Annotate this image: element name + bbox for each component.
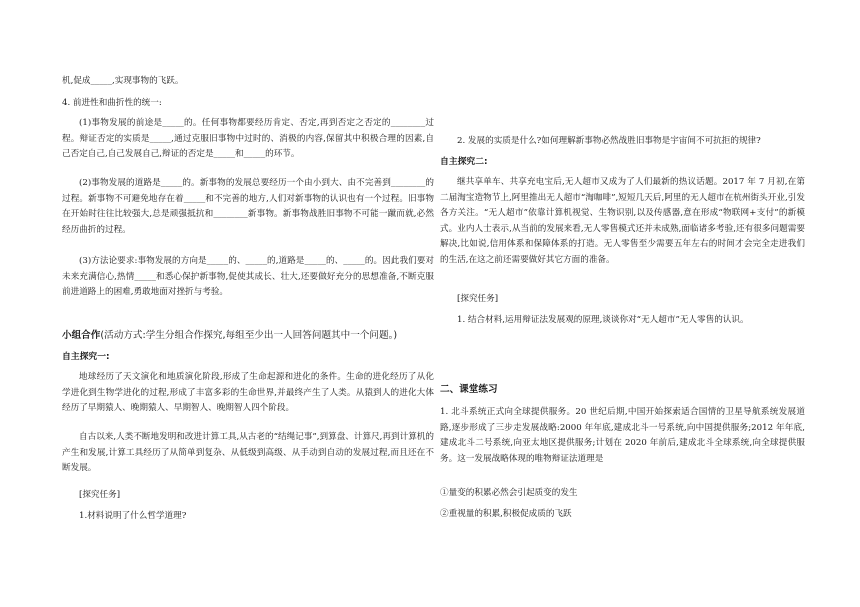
intro-line: 机,促成_____,实现事物的飞跃。 [62, 76, 184, 86]
paragraph-1: (1)事物发展的前途是_____的。任何事物都要经历肯定、否定,再到否定之否定的________过程。辩证否定的实质是_____,通过克服旧事物中过时的、消极的内容,保留其中积极合理的因素,自己否定自己,自己发展自己,辩证的否定是_____和_____的环节。 [62, 118, 434, 160]
task1-right: 1. 结合材料,运用辩证法发展观的原理,谈谈你对“无人超市”无人零售的认识。 [457, 315, 749, 325]
paragraph-2: (2)事物发展的道路是_____的。新事物的发展总要经历一个由小到大、由不完善到________的过程。新事物不可避免地存在着_____和不完善的地方,人们对新事物的认识也有一个过程。旧事物在开始时往往比较强大,总是顽强抵抗和________新事物。新事物战胜旧事物不可能一蹴而就,必然经历曲折的过程。 [62, 178, 434, 235]
group-note: (活动方式:学生分组合作探究,每组至少出一人回答问题其中一个问题。) [100, 330, 398, 341]
task1-left: 1.材料说明了什么哲学道理? [79, 511, 187, 521]
task-label-right: [探究任务] [457, 294, 499, 304]
explore1-title: 自主探究一: [62, 352, 110, 362]
practice-title: 二、课堂练习 [440, 384, 498, 395]
question-2: 2. 发展的实质是什么?如何理解新事物必然战胜旧事物是宇宙间不可抗拒的规律? [457, 136, 761, 146]
option-1: ①量变的积累必然会引起质变的发生 [440, 488, 578, 498]
group-cooperation-heading [62, 328, 434, 344]
explore2-paragraph: 继共享单车、共享充电宝后,无人超市又成为了人们最新的热议话题。2017 年 7 月初,在第二届淘宝造物节上,阿里推出无人超市“淘咖啡”,短短几天后,阿里的无人超市在杭州街头开业,引发各方关注。“无人超市”依靠计算机视觉、生物识别,以及传感器,意在形成“物联网+支付”的新模式。业内人士表示,从当前的发展来看,无人零售模式还并未成熟,面临诸多考验,还有很多问题需要解决,比如说,信用体系和保障体系的打造。无人零售至少需要五年左右的时间才会完全走进我们的生活,在这之前还需要做好其它方面的准备。 [440, 177, 805, 265]
explore1-paragraph-2: 自古以来,人类不断地发明和改进计算工具,从古老的“结绳记事”,到算盘、计算尺,再到计算机的产生和发展,计算工具经历了从简单到复杂、从低级到高级、从手动到自动的发展过程,而且还在不断发展。 [62, 432, 434, 474]
paragraph-3: (3)方法论要求:事物发展的方向是_____的、_____的,道路是_____的、_____的。因此我们要对未来充满信心,热情_____和悉心保护新事物,促使其成长、壮大,还要做好充分的思想准备,不断克服前进道路上的困难,勇敢地面对挫折与考验。 [62, 256, 434, 298]
task-label-left: [探究任务] [79, 490, 121, 500]
group-title: 小组合作 [62, 330, 101, 341]
point4-title: 4. 前进性和曲折性的统一: [62, 98, 162, 108]
option-2: ②重视量的积累,积极促成质的飞跃 [440, 509, 572, 519]
explore2-title: 自主探究二: [440, 157, 488, 167]
explore1-paragraph-1: 地球经历了天文演化和地质演化阶段,形成了生命起源和进化的条件。生命的进化经历了从化学进化到生物学进化的过程,形成了丰富多彩的生命世界,并最终产生了人类。从猿到人的进化大体经历了早期猿人、晚期猿人、早期智人、晚期智人四个阶段。 [62, 372, 434, 414]
exercise-1: 1. 北斗系统正式向全球提供服务。20 世纪后期,中国开始探索适合国情的卫星导航系统发展道路,逐步形成了三步走发展战略:2000 年年底,建成北斗一号系统,向中国提供服务;2012 年年底,建成北斗二号系统,向亚太地区提供服务;计划在 2020 年前后,建成北斗全球系统,向全球提供服务。这一发展战略体现的唯物辩证法道理是 [440, 407, 805, 464]
